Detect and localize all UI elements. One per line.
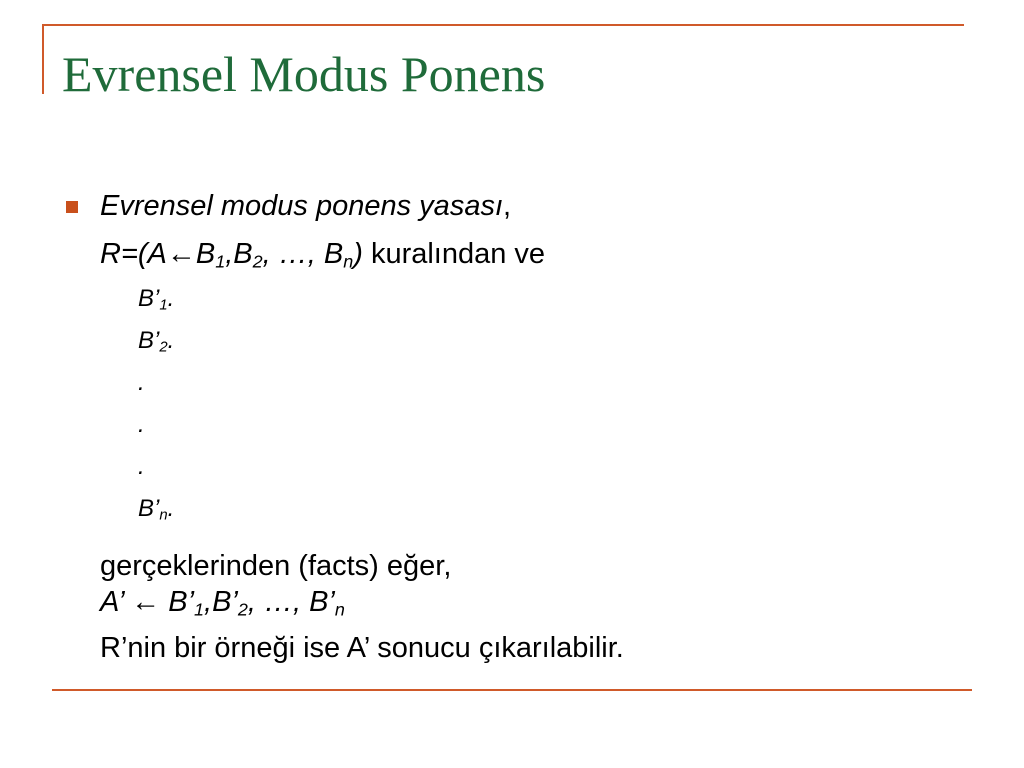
instance-line [100, 582, 345, 622]
fact-item-1 [138, 284, 174, 314]
fact-2-end: . [167, 327, 175, 354]
instance-mid-1: ,B’ [204, 586, 238, 618]
fact-2-sub: 2 [159, 339, 168, 356]
bullet-square-icon [66, 201, 78, 213]
instance-sub-n: n [334, 599, 345, 620]
instance-prefix: A’ ← B’ [100, 586, 195, 618]
fact-ellipsis-dot-2 [138, 410, 145, 440]
dot-1: . [138, 369, 145, 396]
slide-title: Evrensel Modus Ponens [62, 46, 546, 102]
fact-item-2 [138, 326, 174, 356]
fact-1-text: B’ [138, 285, 160, 312]
fact-item-n [138, 494, 174, 524]
left-rule [42, 24, 44, 94]
fact-n-sub: n [159, 507, 168, 524]
instance-sub-2: 2 [237, 599, 248, 620]
instance-formula [100, 586, 345, 618]
rule-close: ) [353, 238, 363, 270]
rule-mid-2: , …, B [262, 238, 344, 270]
dot-3: . [138, 453, 145, 480]
conclusion-line: R’nin bir örneği ise A’ sonucu çıkarılabilir. [100, 632, 624, 664]
dot-2: . [138, 411, 145, 438]
fact-ellipsis-dot-3 [138, 452, 145, 482]
rule-prefix: R=(A←B [100, 238, 216, 270]
rule-mid-1: ,B [225, 238, 253, 270]
fact-1-sub: 1 [159, 297, 168, 314]
top-rule [42, 24, 964, 26]
fact-2-text: B’ [138, 327, 160, 354]
rule-sub-n: n [343, 251, 354, 272]
rule-suffix: kuralından ve [362, 238, 546, 270]
bottom-rule [52, 689, 972, 691]
facts-condition-line: gerçeklerinden (facts) eğer, [100, 550, 452, 582]
fact-1-end: . [167, 285, 175, 312]
rule-sub-2: 2 [252, 251, 263, 272]
instance-mid-2: , …, B’ [247, 586, 335, 618]
rule-sub-1: 1 [215, 251, 226, 272]
fact-ellipsis-dot-1 [138, 368, 145, 398]
instance-sub-1: 1 [194, 599, 205, 620]
rule-line [100, 234, 545, 274]
law-name: Evrensel modus ponens yasası [100, 190, 503, 222]
rule-formula [100, 238, 363, 270]
law-name-comma: , [503, 190, 512, 222]
fact-n-end: . [167, 495, 175, 522]
fact-n-text: B’ [138, 495, 160, 522]
bullet-heading-line [100, 186, 511, 226]
